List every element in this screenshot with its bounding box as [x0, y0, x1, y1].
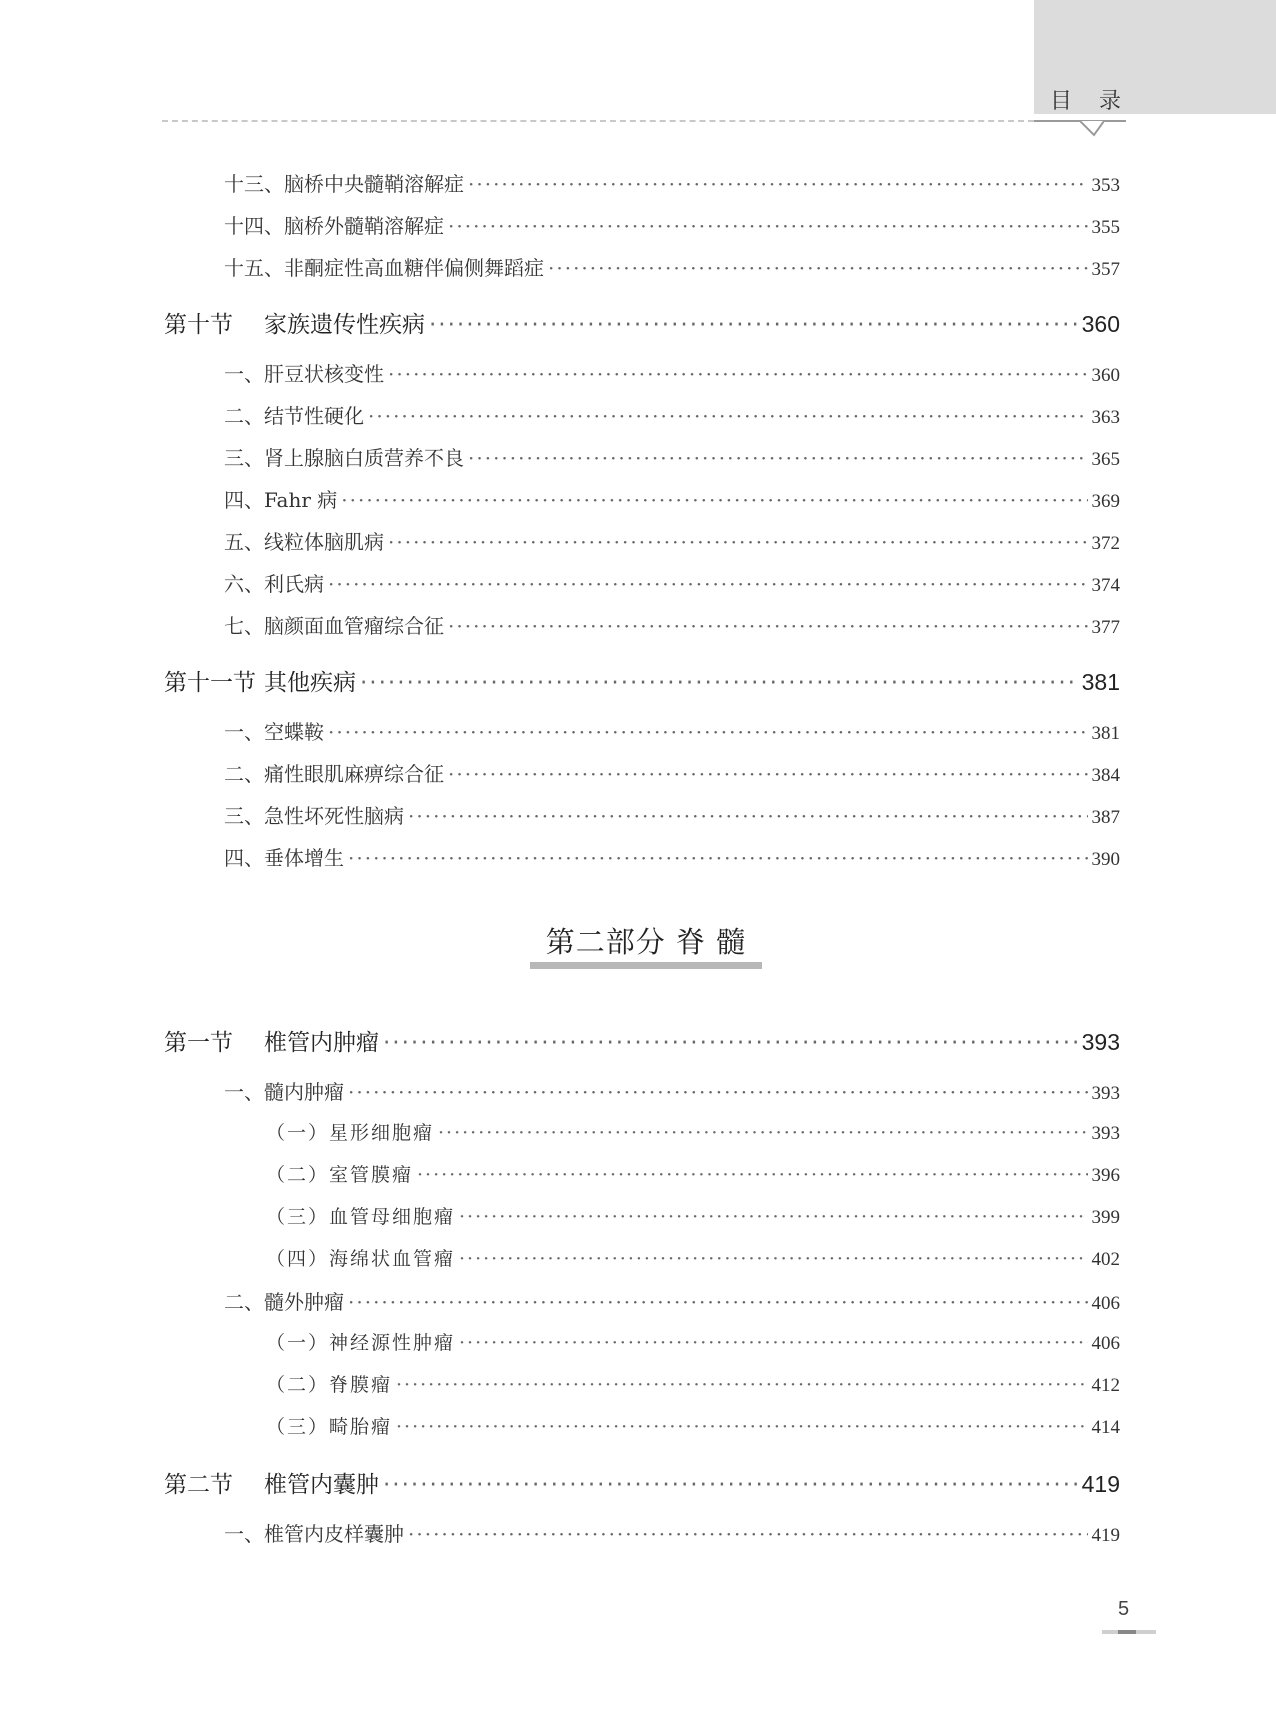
toc-section-page: 381 — [1081, 669, 1120, 695]
page-number-bar-accent — [1118, 1630, 1136, 1634]
toc-entry[interactable] — [224, 1286, 1120, 1316]
toc-section-page: 393 — [1081, 1029, 1120, 1055]
toc-leader — [348, 1080, 1088, 1104]
toc-subentry-label: （四）海绵状血管瘤 — [266, 1248, 456, 1270]
toc-leader — [448, 762, 1088, 786]
toc-entry-label: 十四、脑桥外髓鞘溶解症 — [224, 214, 444, 238]
toc-section-number: 第十节 — [164, 312, 233, 338]
toc-entry-page: 419 — [1091, 1525, 1120, 1546]
toc-leader — [388, 362, 1088, 386]
toc-subentry-label: （一）神经源性肿瘤 — [266, 1332, 456, 1354]
toc-entry-page: 387 — [1091, 807, 1120, 828]
toc-subentry-label: （三）畸胎瘤 — [266, 1416, 393, 1438]
toc-section[interactable] — [164, 1024, 1120, 1060]
toc-entry-label: 四、垂体增生 — [224, 846, 344, 870]
toc-section-page: 419 — [1081, 1471, 1120, 1497]
toc-section[interactable] — [164, 664, 1120, 700]
toc-leader — [328, 720, 1088, 744]
toc-section-number: 第一节 — [164, 1030, 233, 1056]
toc-leader — [468, 172, 1088, 196]
toc-leader — [408, 1522, 1088, 1546]
toc-leader — [468, 446, 1088, 470]
toc-entry[interactable] — [224, 358, 1120, 388]
toc-entry-label: 十五、非酮症性高血糖伴偏侧舞蹈症 — [224, 256, 544, 280]
toc-section-number: 第十一节 — [164, 670, 256, 696]
toc-subentry-page: 396 — [1091, 1165, 1120, 1186]
toc-subentry[interactable] — [266, 1160, 1120, 1190]
toc-entry-label: 三、急性坏死性脑病 — [224, 804, 404, 828]
toc-entry-label: 三、肾上腺脑白质营养不良 — [224, 446, 464, 470]
toc-leader — [408, 804, 1088, 828]
toc-entry-page: 363 — [1091, 407, 1120, 428]
toc-leader — [448, 214, 1088, 238]
toc-subentry-page: 412 — [1091, 1375, 1120, 1396]
toc-entry-page: 384 — [1091, 765, 1120, 786]
part-heading: 第二部分 脊 髓 — [545, 925, 747, 959]
toc-leader — [360, 670, 1078, 696]
toc-section-title: 椎管内囊肿 — [264, 1472, 379, 1498]
toc-leader — [388, 530, 1088, 554]
toc-entry[interactable] — [224, 484, 1120, 514]
toc-entry[interactable] — [224, 252, 1120, 282]
header-pointer-icon — [1080, 121, 1104, 137]
header-title: 目 录 — [1050, 89, 1131, 114]
toc-leader — [438, 1122, 1087, 1144]
toc-entry[interactable] — [224, 800, 1120, 830]
toc-leader — [417, 1164, 1087, 1186]
toc-entry-label: 二、结节性硬化 — [224, 404, 364, 428]
toc-entry[interactable] — [224, 842, 1120, 872]
toc-leader — [459, 1248, 1087, 1270]
toc-entry-page: 381 — [1091, 723, 1120, 744]
toc-entry-label: 五、线粒体脑肌病 — [224, 530, 384, 554]
toc-subentry-page: 393 — [1091, 1123, 1120, 1144]
toc-entry-page: 365 — [1091, 449, 1120, 470]
toc-subentry-label: （三）血管母细胞瘤 — [266, 1206, 456, 1228]
toc-entry-page: 355 — [1091, 217, 1120, 238]
toc-leader — [383, 1472, 1078, 1498]
toc-leader — [459, 1206, 1087, 1228]
toc-entry-page: 377 — [1091, 617, 1120, 638]
toc-section[interactable] — [164, 306, 1120, 342]
toc-leader — [341, 488, 1087, 512]
toc-subentry-page: 414 — [1091, 1417, 1120, 1438]
toc-leader — [383, 1030, 1078, 1056]
toc-entry[interactable] — [224, 442, 1120, 472]
toc-entry[interactable] — [224, 168, 1120, 198]
toc-subentry[interactable] — [266, 1328, 1120, 1358]
toc-entry-label: 十三、脑桥中央髓鞘溶解症 — [224, 172, 464, 196]
toc-subentry[interactable] — [266, 1370, 1120, 1400]
toc-leader — [548, 256, 1088, 280]
toc-leader — [448, 614, 1088, 638]
toc-subentry-page: 399 — [1091, 1207, 1120, 1228]
toc-subentry-label: （一）星形细胞瘤 — [266, 1122, 435, 1144]
toc-subentry-page: 406 — [1091, 1333, 1120, 1354]
toc-subentry[interactable] — [266, 1202, 1120, 1232]
toc-entry-label: 七、脑颜面血管瘤综合征 — [224, 614, 444, 638]
toc-entry-page: 374 — [1091, 575, 1120, 596]
toc-subentry-label: （二）脊膜瘤 — [266, 1374, 393, 1396]
toc-entry-page: 369 — [1091, 491, 1120, 512]
toc-entry-page: 360 — [1091, 365, 1120, 386]
toc-entry-label: 一、椎管内皮样囊肿 — [224, 1522, 404, 1546]
toc-leader — [459, 1332, 1087, 1354]
toc-entry-label: 一、髓内肿瘤 — [224, 1080, 344, 1104]
toc-leader — [396, 1416, 1087, 1438]
toc-section[interactable] — [164, 1466, 1120, 1502]
toc-entry[interactable] — [224, 758, 1120, 788]
toc-leader — [368, 404, 1088, 428]
toc-leader — [348, 1290, 1088, 1314]
toc-entry-label: 一、空蝶鞍 — [224, 720, 324, 744]
toc-section-title: 家族遗传性疾病 — [264, 312, 425, 338]
toc-entry-page: 357 — [1091, 259, 1120, 280]
toc-entry-page: 406 — [1091, 1293, 1120, 1314]
toc-entry[interactable] — [224, 568, 1120, 598]
toc-entry-label: 六、利氏病 — [224, 572, 324, 596]
toc-subentry[interactable] — [266, 1244, 1120, 1274]
toc-entry-label: 二、痛性眼肌麻痹综合征 — [224, 762, 444, 786]
toc-entry[interactable] — [224, 1518, 1120, 1548]
toc-subentry[interactable] — [266, 1412, 1120, 1442]
page-number: 5 — [1118, 1598, 1130, 1620]
toc-leader — [348, 846, 1088, 870]
toc-leader — [328, 572, 1088, 596]
header-dashed-rule — [162, 120, 1034, 122]
toc-section-page: 360 — [1081, 311, 1120, 337]
toc-entry-label: 四、Fahr 病 — [224, 488, 338, 512]
toc-entry-label: 一、肝豆状核变性 — [224, 362, 384, 386]
toc-subentry-page: 402 — [1091, 1249, 1120, 1270]
toc-leader — [396, 1374, 1087, 1396]
toc-leader — [429, 312, 1078, 338]
toc-entry[interactable] — [224, 716, 1120, 746]
toc-entry-page: 353 — [1091, 175, 1120, 196]
toc-section-number: 第二节 — [164, 1472, 233, 1498]
toc-entry[interactable] — [224, 210, 1120, 240]
part-heading-underline — [530, 962, 762, 969]
toc-entry-page: 393 — [1091, 1083, 1120, 1104]
toc-entry-page: 372 — [1091, 533, 1120, 554]
toc-subentry-label: （二）室管膜瘤 — [266, 1164, 414, 1186]
toc-entry-label: 二、髓外肿瘤 — [224, 1290, 344, 1314]
toc-entry[interactable] — [224, 1076, 1120, 1106]
toc-entry[interactable] — [224, 400, 1120, 430]
toc-section-title: 其他疾病 — [264, 670, 356, 696]
toc-entry[interactable] — [224, 526, 1120, 556]
toc-entry-page: 390 — [1091, 849, 1120, 870]
toc-subentry[interactable] — [266, 1118, 1120, 1148]
toc-entry[interactable] — [224, 610, 1120, 640]
toc-section-title: 椎管内肿瘤 — [264, 1030, 379, 1056]
